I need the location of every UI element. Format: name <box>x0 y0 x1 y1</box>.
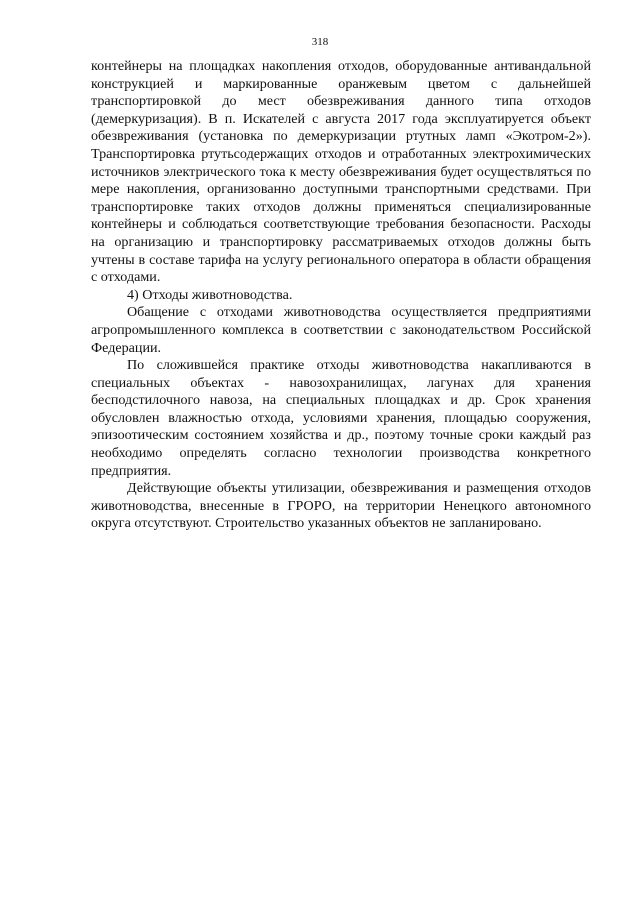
document-body <box>91 58 591 533</box>
section-heading-livestock-waste: 4) Отходы животноводства. <box>127 286 293 303</box>
paragraph-livestock-facilities: Действующие объекты утилизации, обезвреживания и размещения отходов животноводства, внесенные в ГРОРО, на территории Ненецкого автономного округа отсутствуют. Строительство указанных объектов не запланировано. <box>91 480 591 532</box>
page-number: 318 <box>311 36 329 48</box>
paragraph-livestock-handling: Обащение с отходами животноводства осуществляется предприятиями агропромышленного комплекса в соответствии с законодательством Российской Федерации. <box>91 304 591 356</box>
paragraph-livestock-storage-practice: По сложившейся практике отходы животноводства накапливаются в специальных объектах - навозохранилищах, лагунах для хранения бесподстилочного навоза, на специальных площадках и др. Срок хранения обусловлен влажностью отхода, условиями хранения, площадью сооружения, эпизоотическим состоянием хозяйства и др., поэтому точные сроки каждый раз необходимо определять согласно технологии производства конкретного предприятия. <box>91 357 591 479</box>
paragraph-mercury-waste-continued: контейнеры на площадках накопления отходов, оборудованные антивандальной конструкцией и маркированные оранжевым цветом с дальнейшей транспортировкой до мест обезвреживания данного типа отходов (демеркуризация). В п. Искателей с августа 2017 года эксплуатируется объект обезвреживания (установка по демеркуризации ртутных ламп «Экотром-2»). Транспортировка ртутьсодержащих отходов и отработанных электрохимических источников электрического тока к месту обезвреживания будет осуществляться по мере накопления, организованно доступными транспортными средствами. При транспортировке таких отходов должны применяться специализированные контейнеры и соблюдаться соответствующие требования безопасности. Расходы на организацию и транспортировку рассматриваемых отходов должны быть учтены в составе тарифа на услугу регионального оператора в области обращения с отходами. <box>91 58 591 286</box>
